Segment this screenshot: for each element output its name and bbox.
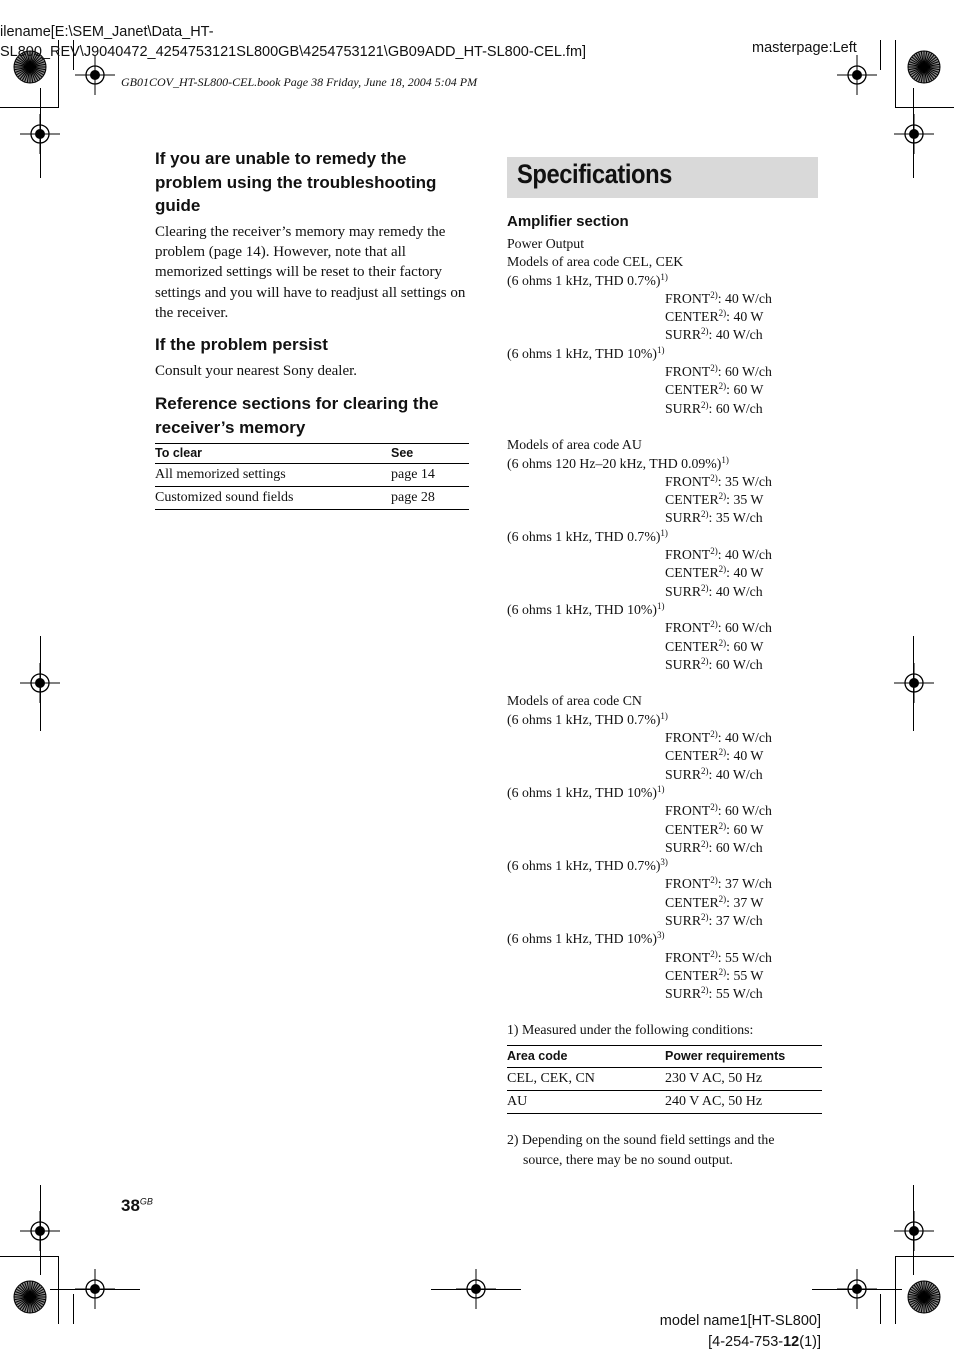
- crop-mark-line: [895, 1256, 896, 1324]
- footnote-ref: 2): [710, 363, 718, 374]
- channel-name: SURR: [665, 400, 702, 416]
- channel-name: SURR: [665, 912, 702, 928]
- channel-output: [507, 747, 772, 765]
- condition-text: (6 ohms 1 kHz, THD 10%): [507, 601, 657, 617]
- page-number-value: 38: [121, 1196, 140, 1215]
- channel-value: : 35 W/ch: [708, 510, 763, 526]
- footnote-ref: 2): [718, 381, 727, 392]
- footnote-2-line-1: 2) Depending on the sound field settings and the: [507, 1132, 775, 1147]
- cell-area-code: AU: [507, 1091, 665, 1114]
- measurement-condition: [507, 528, 772, 546]
- model-code-prefix: [4-254-753-: [708, 1334, 784, 1350]
- table-row: [155, 464, 469, 487]
- channel-name: CENTER: [665, 638, 719, 654]
- footnote-ref: 1): [656, 783, 665, 794]
- channel-value: : 55 W/ch: [708, 986, 763, 1002]
- crop-mark-line: [880, 40, 881, 70]
- condition-text: (6 ohms 120 Hz–20 kHz, THD 0.09%): [507, 455, 722, 471]
- registration-starburst-icon: [10, 1277, 50, 1317]
- crop-mark-line: [880, 1294, 881, 1324]
- channel-output: [507, 326, 772, 344]
- table-row: [507, 1068, 822, 1091]
- channel-output: [507, 619, 772, 637]
- channel-name: CENTER: [665, 894, 719, 910]
- channel-value: : 37 W/ch: [708, 912, 763, 928]
- spec-group: [507, 692, 772, 1003]
- amplifier-section-heading: Amplifier section: [507, 213, 629, 230]
- crop-mark-line: [913, 636, 914, 731]
- footnote-ref: 2): [718, 637, 727, 648]
- footnote-ref: 3): [656, 930, 665, 941]
- channel-value: : 60 W/ch: [717, 364, 772, 380]
- footnote-ref: 2): [710, 546, 718, 557]
- channel-output: [507, 839, 772, 857]
- footnote-ref: 2): [718, 966, 727, 977]
- channel-value: : 35 W: [726, 492, 764, 508]
- heading-reference-sections: Reference sections for clearing the receiver’s memory: [155, 394, 439, 437]
- channel-output: [507, 583, 772, 601]
- measurement-condition: [507, 857, 772, 875]
- power-requirements-table: [507, 1045, 822, 1114]
- footnote-ref: 2): [710, 729, 718, 740]
- spec-group: [507, 436, 772, 674]
- footnote-1: 1) Measured under the following conditions:: [507, 1022, 754, 1037]
- table-row: [507, 1091, 822, 1114]
- channel-name: SURR: [665, 656, 702, 672]
- channel-name: FRONT: [665, 876, 711, 892]
- channel-output: [507, 821, 772, 839]
- measurement-condition: [507, 345, 772, 363]
- channel-output: [507, 638, 772, 656]
- condition-text: (6 ohms 1 kHz, THD 0.7%): [507, 528, 661, 544]
- footnote-ref: 1): [660, 271, 668, 282]
- channel-name: FRONT: [665, 547, 711, 563]
- channel-name: FRONT: [665, 290, 711, 306]
- channel-output: [507, 729, 772, 747]
- channel-name: FRONT: [665, 473, 711, 489]
- cell-item: All memorized settings: [155, 464, 391, 487]
- crop-mark-line: [40, 636, 41, 731]
- masterpage-label: masterpage:Left: [752, 40, 857, 56]
- channel-value: : 37 W/ch: [717, 876, 772, 892]
- channel-name: CENTER: [665, 967, 719, 983]
- footnote-2: [507, 1130, 774, 1170]
- crop-mark-line: [73, 1294, 74, 1324]
- area-code-model: Models of area code CN: [507, 693, 642, 709]
- footnote-ref: 2): [710, 802, 718, 813]
- crop-mark-line: [50, 1289, 140, 1290]
- footnote-ref: 2): [701, 399, 709, 410]
- footnote-ref: 1): [721, 454, 729, 465]
- channel-name: SURR: [665, 986, 702, 1002]
- channel-value: : 40 W/ch: [717, 290, 772, 306]
- footnote-ref: 2): [718, 564, 727, 575]
- crop-mark-line: [0, 107, 58, 108]
- registration-starburst-icon: [904, 47, 944, 87]
- model-code-suffix: (1)]: [799, 1334, 821, 1350]
- measurement-condition: [507, 711, 772, 729]
- cell-page: page 28: [391, 487, 469, 510]
- channel-output: [507, 564, 772, 582]
- channel-output: [507, 308, 772, 326]
- footnote-ref: 2): [710, 472, 718, 483]
- crop-mark-line: [812, 1289, 902, 1290]
- channel-output: [507, 363, 772, 381]
- spec-group: [507, 253, 772, 418]
- condition-text: (6 ohms 1 kHz, THD 0.7%): [507, 858, 661, 874]
- channel-name: FRONT: [665, 803, 711, 819]
- channel-output: [507, 949, 772, 967]
- channel-value: : 60 W/ch: [708, 400, 763, 416]
- channel-output: [507, 400, 772, 418]
- footnote-ref: 2): [710, 948, 718, 959]
- footnote-ref: 3): [660, 857, 668, 868]
- specifications-title: Specifications: [517, 159, 672, 189]
- channel-name: CENTER: [665, 565, 719, 581]
- measurement-condition: [507, 930, 772, 948]
- footnote-ref: 2): [701, 765, 709, 776]
- condition-text: (6 ohms 1 kHz, THD 10%): [507, 784, 657, 800]
- channel-name: CENTER: [665, 748, 719, 764]
- condition-text: (6 ohms 1 kHz, THD 10%): [507, 931, 657, 947]
- power-output-spec: [507, 235, 772, 1003]
- channel-name: FRONT: [665, 364, 711, 380]
- channel-value: : 55 W: [726, 967, 764, 983]
- channel-output: [507, 491, 772, 509]
- col-to-clear: To clear: [155, 444, 391, 464]
- channel-name: SURR: [665, 583, 702, 599]
- channel-value: : 60 W: [726, 638, 764, 654]
- channel-name: SURR: [665, 510, 702, 526]
- table-row: [155, 487, 469, 510]
- channel-value: : 40 W: [726, 309, 764, 325]
- spec-groups: [507, 253, 772, 1003]
- power-table-header: [507, 1046, 822, 1068]
- channel-name: CENTER: [665, 492, 719, 508]
- area-code-model: Models of area code AU: [507, 437, 642, 453]
- condition-text: (6 ohms 1 kHz, THD 0.7%): [507, 272, 661, 288]
- book-info-line: GB01COV_HT-SL800-CEL.book Page 38 Friday, June 18, 2004 5:04 PM: [121, 75, 478, 89]
- footnote-ref: 2): [701, 582, 709, 593]
- footnote-ref: 2): [701, 985, 709, 996]
- channel-output: [507, 290, 772, 308]
- filename-header: [0, 22, 640, 62]
- footnote-ref: 2): [701, 326, 709, 337]
- channel-output: [507, 473, 772, 491]
- col-area-code: Area code: [507, 1046, 665, 1068]
- channel-name: FRONT: [665, 949, 711, 965]
- footnote-ref: 2): [701, 838, 709, 849]
- footnote-ref: 1): [656, 344, 665, 355]
- filename-line-1: ilename[E:\SEM_Janet\Data_HT-: [0, 24, 214, 40]
- channel-output: [507, 967, 772, 985]
- condition-text: (6 ohms 1 kHz, THD 0.7%): [507, 711, 661, 727]
- measurement-condition: [507, 784, 772, 802]
- channel-output: [507, 985, 772, 1003]
- cell-area-code: CEL, CEK, CN: [507, 1068, 665, 1091]
- channel-output: [507, 381, 772, 399]
- channel-value: : 40 W/ch: [708, 583, 763, 599]
- cell-power: 230 V AC, 50 Hz: [665, 1068, 822, 1091]
- page-number: [121, 1196, 153, 1216]
- col-see: See: [391, 444, 469, 464]
- channel-value: : 40 W: [726, 565, 764, 581]
- crop-mark-line: [913, 88, 914, 178]
- footnote-ref: 1): [660, 527, 668, 538]
- channel-output: [507, 766, 772, 784]
- footnote-2-line-2: source, there may be no sound output.: [523, 1152, 733, 1167]
- channel-name: SURR: [665, 839, 702, 855]
- footnote-ref: 2): [701, 911, 709, 922]
- channel-value: : 40 W/ch: [708, 766, 763, 782]
- channel-value: : 40 W/ch: [717, 730, 772, 746]
- reference-table: [155, 443, 469, 510]
- power-output-label: Power Output: [507, 236, 585, 251]
- model-line-2: [651, 1332, 821, 1353]
- channel-value: : 60 W/ch: [708, 839, 763, 855]
- channel-value: : 35 W/ch: [717, 473, 772, 489]
- footnote-ref: 2): [718, 491, 727, 502]
- registration-starburst-icon: [904, 1277, 944, 1317]
- channel-name: FRONT: [665, 730, 711, 746]
- channel-value: : 60 W/ch: [708, 656, 763, 672]
- channel-output: [507, 656, 772, 674]
- channel-name: SURR: [665, 766, 702, 782]
- heading-unable-to-remedy: If you are unable to remedy the problem using the troubleshooting guide: [155, 149, 437, 215]
- measurement-condition: [507, 455, 772, 473]
- channel-name: SURR: [665, 327, 702, 343]
- registration-crosshair-icon: [894, 114, 934, 154]
- crop-mark-line: [913, 1185, 914, 1275]
- channel-output: [507, 546, 772, 564]
- channel-value: : 40 W: [726, 748, 764, 764]
- cell-item: Customized sound fields: [155, 487, 391, 510]
- crop-mark-line: [0, 1256, 58, 1257]
- measurement-condition: [507, 601, 772, 619]
- crop-mark-line: [40, 88, 41, 178]
- footnote-ref: 2): [718, 747, 727, 758]
- crop-mark-line: [58, 1256, 59, 1324]
- crop-mark-line: [896, 107, 954, 108]
- reference-table-header: [155, 444, 469, 464]
- area-code-model: Models of area code CEL, CEK: [507, 254, 684, 270]
- channel-output: [507, 509, 772, 527]
- filename-line-2: SL800_REV\J9040472_4254753121SL800GB\4254753121\GB09ADD_HT-SL800-CEL.fm]: [0, 44, 587, 60]
- condition-text: (6 ohms 1 kHz, THD 10%): [507, 345, 657, 361]
- model-code-bold: 12: [783, 1334, 800, 1350]
- page-number-suffix: GB: [139, 1196, 153, 1207]
- footnote-ref: 2): [718, 820, 727, 831]
- heading-problem-persist: If the problem persist: [155, 335, 328, 354]
- cell-power: 240 V AC, 50 Hz: [665, 1091, 822, 1114]
- channel-value: : 60 W/ch: [717, 620, 772, 636]
- channel-name: CENTER: [665, 382, 719, 398]
- footnote-ref: 1): [660, 710, 668, 721]
- model-line-1: model name1[HT-SL800]: [659, 1313, 821, 1329]
- channel-output: [507, 802, 772, 820]
- channel-value: : 60 W: [726, 382, 764, 398]
- footnote-ref: 2): [710, 289, 718, 300]
- channel-output: [507, 875, 772, 893]
- channel-value: : 37 W: [726, 894, 764, 910]
- crop-mark-line: [895, 40, 896, 108]
- footnote-ref: 2): [710, 875, 718, 886]
- measurement-condition: [507, 272, 772, 290]
- cell-page: page 14: [391, 464, 469, 487]
- footnote-ref: 2): [718, 308, 727, 319]
- channel-value: : 55 W/ch: [717, 949, 772, 965]
- crop-mark-line: [431, 1289, 521, 1290]
- channel-name: FRONT: [665, 620, 711, 636]
- footnote-ref: 1): [656, 600, 665, 611]
- registration-crosshair-icon: [894, 663, 934, 703]
- channel-name: CENTER: [665, 821, 719, 837]
- col-power-requirements: Power requirements: [665, 1046, 822, 1068]
- model-info: [651, 1311, 821, 1353]
- channel-name: CENTER: [665, 309, 719, 325]
- channel-value: : 40 W/ch: [717, 547, 772, 563]
- channel-output: [507, 912, 772, 930]
- footnote-ref: 2): [701, 509, 709, 520]
- channel-value: : 40 W/ch: [708, 327, 763, 343]
- channel-value: : 60 W/ch: [717, 803, 772, 819]
- registration-crosshair-icon: [894, 1211, 934, 1251]
- channel-value: : 60 W: [726, 821, 764, 837]
- crop-mark-line: [896, 1256, 954, 1257]
- footnote-ref: 2): [710, 619, 718, 630]
- registration-crosshair-icon: [837, 55, 877, 95]
- crop-mark-line: [40, 1185, 41, 1275]
- footnote-ref: 2): [701, 655, 709, 666]
- paragraph-consult-dealer: Consult your nearest Sony dealer.: [155, 363, 358, 379]
- channel-output: [507, 894, 772, 912]
- footnote-ref: 2): [718, 893, 727, 904]
- paragraph-clearing-memory: Clearing the receiver’s memory may remedy the problem (page 14). However, note that all memorized settings will be reset to their factory settings and you will have to readjust all settings on the receiver.: [155, 224, 466, 321]
